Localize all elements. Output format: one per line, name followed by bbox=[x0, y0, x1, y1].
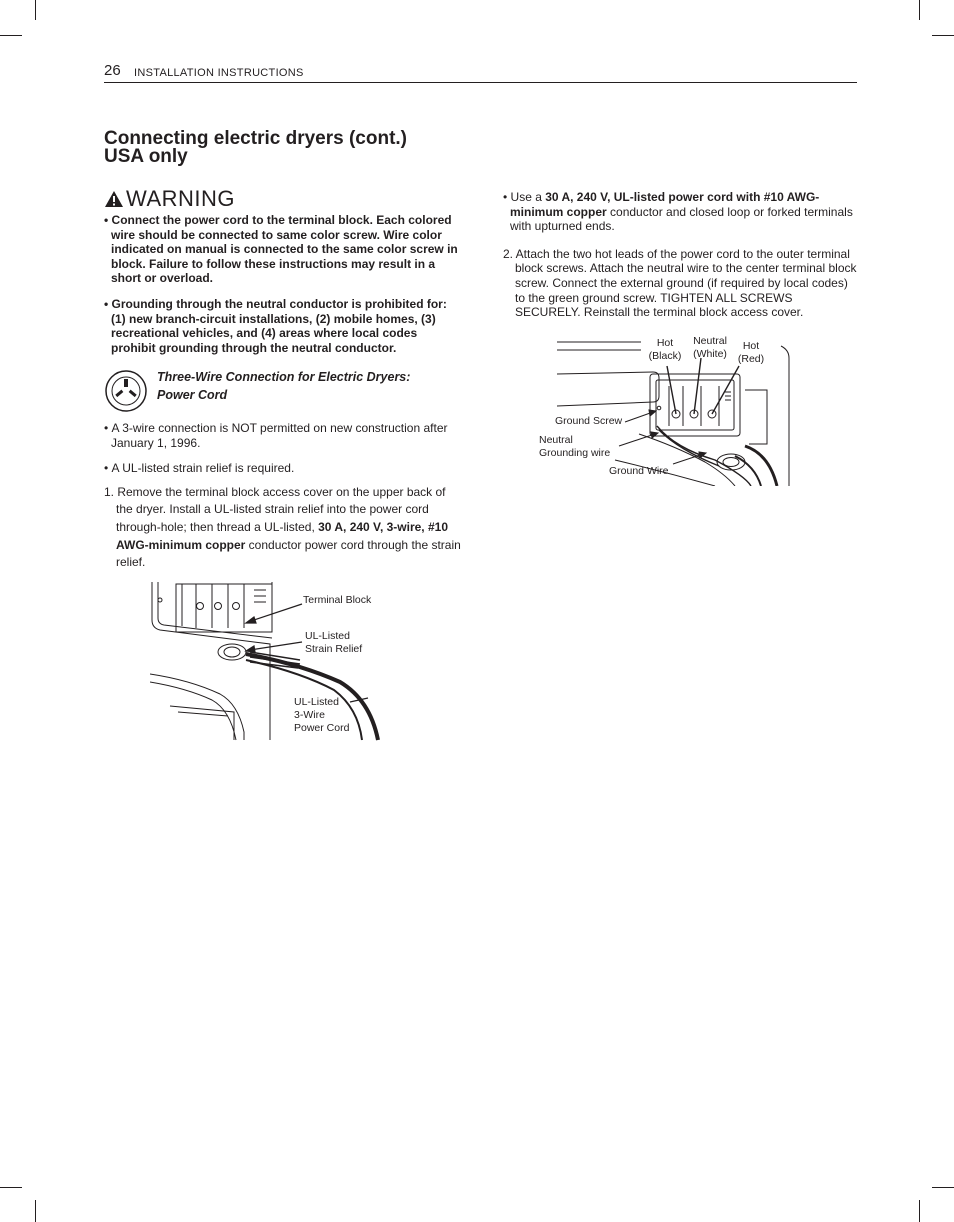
label-ground-screw: Ground Screw bbox=[555, 415, 623, 427]
warning-bullet-text: Grounding through the neutral conductor is prohibited for: (1) new branch-circuit installations, (2) mobile homes, (3) recreational vehicles, and (4) areas where local codes prohibit grounding through the neutral conductor. bbox=[111, 296, 447, 355]
list-item: • A 3-wire connection is NOT permitted on new construction after January 1, 1996. bbox=[104, 421, 448, 450]
warning-bullet: • Grounding through the neutral conductor is prohibited for: (1) new branch-circuit installations, (2) mobile homes, (3) recreational vehicles, and (4) areas where local codes prohibit grounding through the neutral conductor. bbox=[104, 296, 447, 355]
title-line-1: Connecting electric dryers (cont.) bbox=[104, 128, 408, 149]
list-item-text: A 3-wire connection is NOT permitted on new construction after January 1, 1996. bbox=[111, 421, 448, 450]
section-header: INSTALLATION INSTRUCTIONS bbox=[134, 67, 304, 79]
step-1-text-end: conductor power cord through the strain relief. bbox=[116, 537, 461, 570]
crop-mark bbox=[35, 0, 36, 20]
label-neutral-grounding-wire: Neutral Grounding wire bbox=[539, 434, 611, 459]
crop-mark bbox=[35, 1200, 36, 1222]
right-column bbox=[503, 190, 857, 331]
warning-list bbox=[104, 213, 460, 366]
three-wire-heading-line-2: Power Cord bbox=[157, 387, 228, 402]
three-wire-heading bbox=[157, 369, 457, 404]
three-wire-list bbox=[104, 421, 464, 583]
label-strain-relief: UL-Listed Strain Relief bbox=[305, 630, 363, 655]
warning-triangle-icon bbox=[104, 190, 124, 208]
label-hot-black: Hot (Black) bbox=[648, 337, 682, 362]
cord-requirement-text: Use a bbox=[510, 190, 546, 204]
warning-bullet-text: Connect the power cord to the terminal block. Each colored wire should be connected to same color screw. Wire color indicated on manual is connected to the same color screw in block. Failure to follow these instructions may result in a short or overload. bbox=[111, 213, 458, 286]
crop-mark bbox=[919, 1200, 920, 1222]
step-1-text: 1. Remove the terminal block access cover on the upper back of the dryer. Install a UL-listed strain relief into the power cord through-hole; then thread a UL-listed, bbox=[104, 484, 446, 534]
label-terminal-block: Terminal Block bbox=[303, 594, 372, 606]
label-neutral-white: Neutral (White) bbox=[693, 335, 727, 360]
cord-requirement-bullet: • Use a 30 A, 240 V, UL-listed power cord with #10 AWG-minimum copper conductor and closed loop or forked terminals with upturned ends. bbox=[503, 190, 853, 234]
cord-requirement-text-end: conductor and closed loop or forked terminals with upturned ends. bbox=[510, 204, 853, 234]
label-hot-red: Hot (Red) bbox=[737, 340, 765, 365]
three-wire-heading-line-1: Three-Wire Connection for Electric Dryers: bbox=[157, 370, 411, 384]
page-title bbox=[104, 130, 464, 166]
list-item: • A UL-listed strain relief is required. bbox=[104, 461, 295, 476]
list-item-text: A UL-listed strain relief is required. bbox=[111, 461, 295, 476]
crop-mark bbox=[0, 1187, 22, 1188]
label-ground-wire: Ground Wire bbox=[609, 465, 669, 477]
crop-mark bbox=[0, 35, 22, 36]
warning-label: WARNING bbox=[126, 186, 236, 211]
crop-mark bbox=[932, 35, 954, 36]
header-divider bbox=[104, 82, 857, 83]
cord-requirement-bold: 30 A, 240 V, UL-listed power cord with #10 AWG-minimum copper bbox=[510, 190, 820, 219]
crop-mark bbox=[919, 0, 920, 20]
three-prong-outlet-icon bbox=[104, 369, 148, 413]
page-number: 26 bbox=[104, 62, 121, 79]
step-2 bbox=[503, 247, 857, 320]
crop-mark bbox=[932, 1187, 954, 1188]
step-2-text: 2. Attach the two hot leads of the power cord to the outer terminal block screws. Attach the neutral wire to the center terminal block screw. Connect the external ground (if required by local codes) to the green ground screw. TIGHTEN ALL SCREWS SECURELY. Reinstall the terminal block access cover. bbox=[503, 246, 857, 320]
title-line-2: USA only bbox=[104, 146, 188, 167]
step-1 bbox=[104, 484, 464, 572]
step-1-bold: 30 A, 240 V, 3-wire, #10 AWG-minimum copper bbox=[116, 519, 448, 552]
label-power-cord: UL-Listed 3-Wire Power Cord bbox=[294, 696, 350, 734]
warning-bullet: • Connect the power cord to the terminal block. Each colored wire should be connected to same color screw. Wire color indicated on manual is connected to the same color screw in block. Failure to follow these instructions may result in a short or overload. bbox=[104, 213, 458, 286]
warning-heading bbox=[104, 186, 235, 212]
